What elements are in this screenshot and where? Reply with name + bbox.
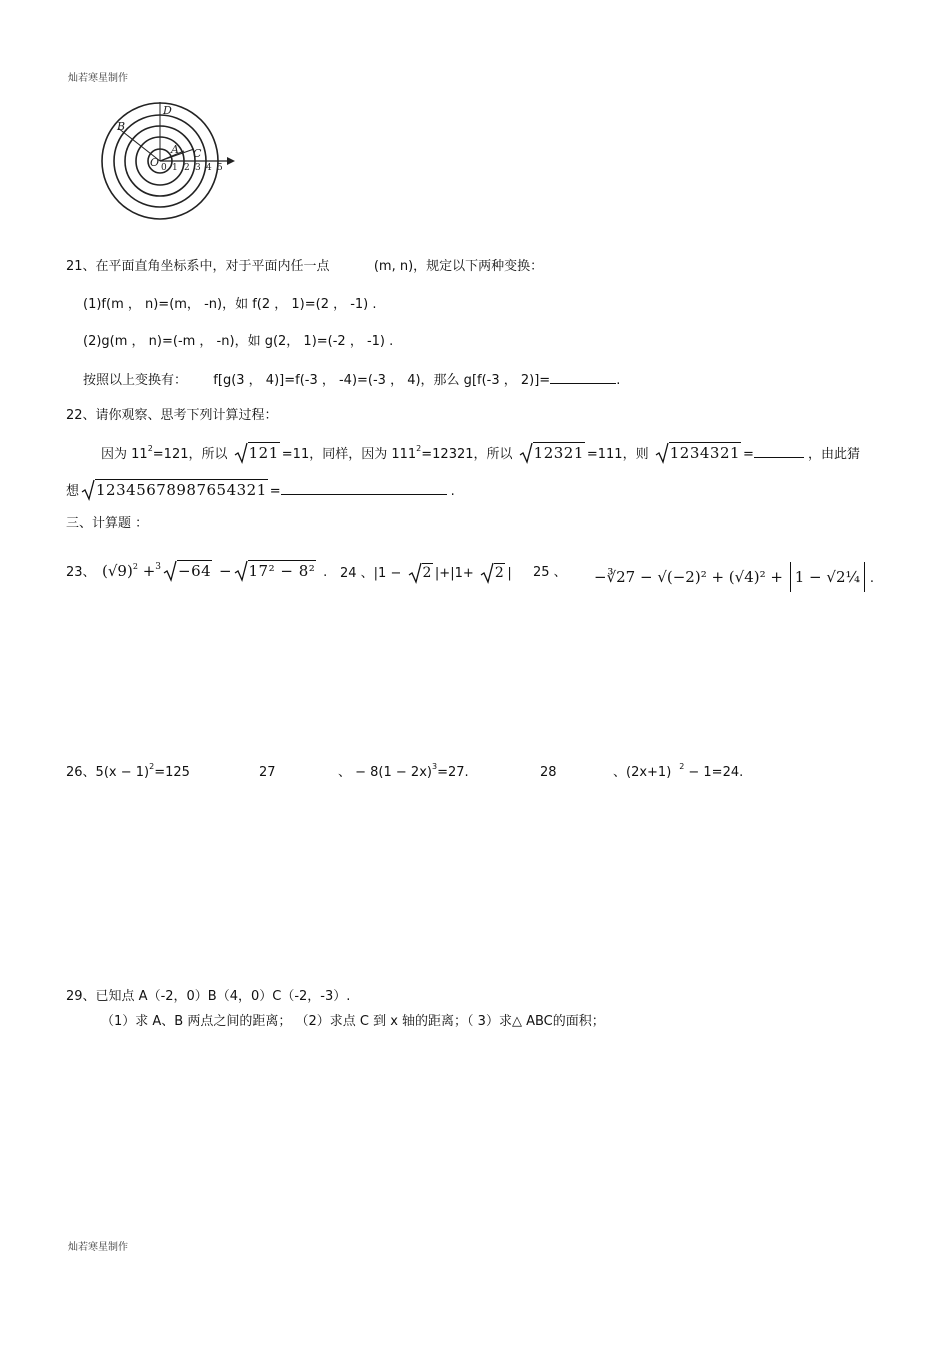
q23-end: . [323, 565, 328, 580]
q22-line-1 [101, 444, 860, 465]
q21-stem-text: 21、在平面直角坐标系中，对于平面内任一点 [66, 259, 330, 274]
tick-4: 4 [206, 163, 212, 173]
q26-equation [66, 764, 190, 783]
tick-5: 5 [217, 163, 223, 173]
q26-rest: =125 [154, 765, 190, 780]
q24-mid: |+|1+ [434, 566, 474, 581]
q23-cube-radicand: −64 [178, 562, 212, 580]
q25-abs-value [790, 562, 865, 592]
q23-term-1: (√9) [102, 562, 133, 580]
q27-equation [338, 764, 469, 783]
q24-expression [340, 564, 512, 583]
q24-radicand-2: 2 [494, 565, 505, 581]
radical-long [81, 481, 268, 499]
q28-equation [613, 764, 743, 783]
q28-end: − 1=24. [688, 765, 744, 780]
axis-arrow [227, 157, 235, 165]
q23-term-1-sup: 2 [132, 562, 138, 571]
q22-sup-1: 2 [147, 444, 153, 453]
radicand-1234321: 1234321 [669, 444, 741, 462]
q22-answer-blank-2 [281, 482, 447, 495]
q25-terms: −∛27 − √(−2)² + (√4)² + [594, 568, 783, 586]
polar-target-figure [95, 96, 245, 224]
q23-sqrt-radicand: 17² − 8² [248, 562, 316, 580]
radicand-long: 12345678987654321 [96, 481, 267, 499]
point-label-b: B [117, 120, 126, 133]
point-label-o: O [150, 156, 160, 169]
q25-expression [594, 562, 874, 592]
q23-sqrt [234, 562, 317, 580]
page-header: 灿若寒星制作 [68, 73, 128, 84]
q21-stem [66, 258, 543, 276]
q22-sup-2: 2 [416, 444, 422, 453]
q21-answer-blank [550, 371, 616, 384]
q21-question [83, 371, 620, 390]
tick-1: 1 [172, 163, 178, 173]
q22-text-3: =11，同样，因为 111 [281, 447, 417, 462]
q22-equals: = [269, 484, 281, 499]
q24-label: 24 、|1 − [340, 566, 402, 581]
q22-text-5: =111，则 [586, 447, 649, 462]
q22-text-4: =12321，所以 [421, 447, 513, 462]
radical-121 [234, 444, 280, 462]
q21-ask-end: . [616, 373, 621, 388]
q26-label: 26、5(x − 1) [66, 765, 150, 780]
q21-rule-1: (1)f(m ， n)=(m， -n)，如 f(2 ， 1)=(2 ， -1) . [83, 297, 377, 312]
q22-text-2: =121，所以 [152, 447, 228, 462]
q23-cube-index: 3 [155, 562, 161, 572]
q22-line-2 [66, 481, 455, 501]
q22-guess-text: 想 [66, 484, 80, 499]
radicand-12321: 12321 [533, 444, 584, 462]
q22-text-7: ，由此猜 [807, 447, 860, 462]
tick-0: 0 [161, 163, 167, 173]
q22-stem: 22、请你观察、思考下列计算过程： [66, 408, 278, 423]
q22-end: . [450, 484, 455, 499]
q27-rest: 、 − 8(1 − 2x) [338, 765, 432, 780]
q24-sqrt-2 [480, 564, 505, 582]
q28-label: 28 [540, 765, 557, 780]
q23-expression [102, 562, 327, 580]
q29-subquestions: （1）求 A、B 两点之间的距离； （2）求点 C 到 x 轴的距离；（ 3）求△ ABC的面积； [101, 1014, 605, 1029]
q22-text-6: = [743, 447, 754, 462]
radicand-121: 121 [248, 444, 279, 462]
q25-abs-content: 1 − √2¼ [794, 568, 861, 586]
q21-ask-expr: f[g(3 ， 4)]=f(-3 ， -4)=(-3 ， 4)，那么 g[f(-3 ， 2)]= [213, 373, 551, 388]
q29-stem: 29、已知点 A（-2，0）B（4，0）C（-2，-3）. [66, 989, 351, 1004]
q24-radicand-1: 2 [422, 565, 432, 581]
point-label-c: C [193, 147, 202, 160]
q27-label: 27 [259, 765, 276, 780]
radical-1234321 [655, 444, 741, 462]
q23-minus: − [218, 562, 232, 580]
q22-text-1: 因为 11 [101, 447, 148, 462]
q23-label: 23、 [66, 565, 96, 580]
q28-rest: 、(2x+1) [613, 765, 672, 780]
q21-stem-point: (m, n)，规定以下两种变换： [373, 259, 544, 274]
q23-plus: + [142, 562, 156, 580]
q21-rule-2: (2)g(m ， n)=(-m ， -n)，如 g(2， 1)=(-2 ， -1) . [83, 334, 394, 349]
q25-end: . [869, 571, 874, 586]
section-3-heading: 三、计算题 ： [66, 516, 149, 531]
q26-sup: 2 [149, 762, 155, 771]
q24-end: | [507, 566, 512, 581]
q24-sqrt-1 [408, 564, 433, 582]
q23-cube-root [163, 562, 212, 580]
tick-3: 3 [195, 163, 201, 173]
page-footer: 灿若寒星制作 [68, 1242, 128, 1253]
q27-sup: 3 [431, 762, 438, 771]
q28-sup: 2 [679, 762, 685, 771]
point-label-d: D [163, 104, 172, 117]
q22-answer-blank-1 [754, 445, 804, 458]
q21-ask-text: 按照以上变换有： [83, 373, 188, 388]
tick-2: 2 [184, 163, 190, 173]
q25-label: 25 、 [533, 565, 567, 580]
q27-end: =27. [437, 765, 469, 780]
point-label-a: A [171, 143, 179, 156]
radical-12321 [519, 444, 585, 462]
